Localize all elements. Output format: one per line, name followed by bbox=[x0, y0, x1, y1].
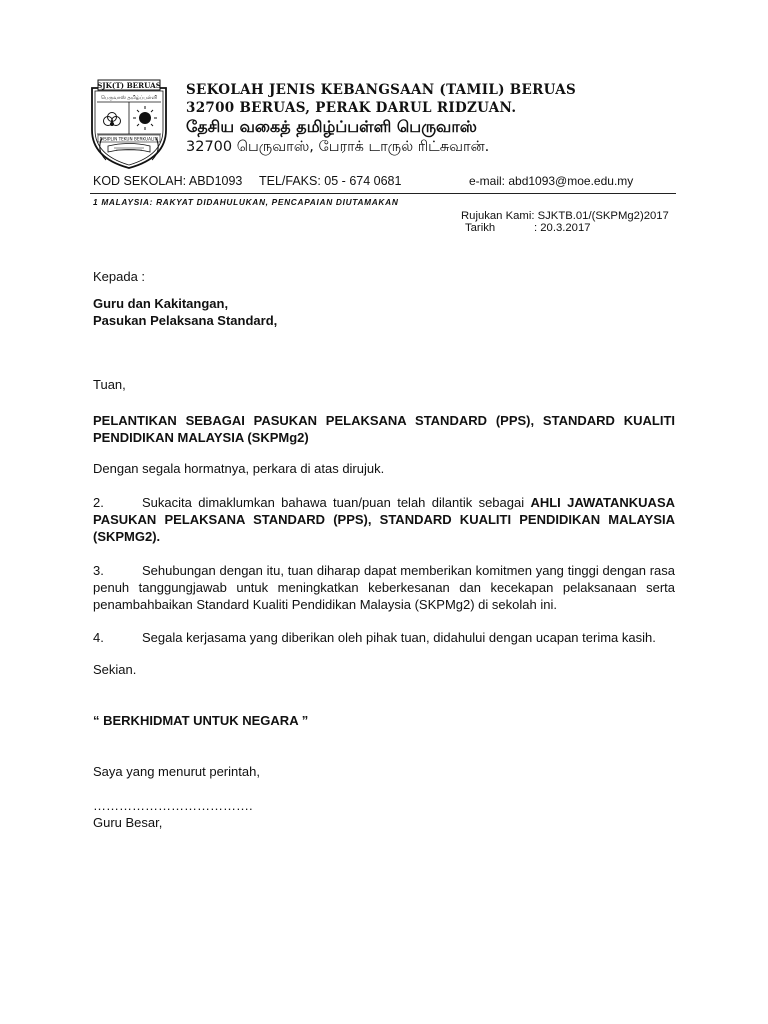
email-address: e-mail: abd1093@moe.edu.my bbox=[469, 174, 634, 188]
paragraph-4 bbox=[93, 629, 675, 646]
paragraph-4-text: Segala kerjasama yang diberikan oleh pihak tuan, didahului dengan ucapan terima kasih. bbox=[142, 630, 656, 645]
opening-line: Dengan segala hormatnya, perkara di atas dirujuk. bbox=[93, 461, 385, 476]
paragraph-2-text: Sukacita dimaklumkan bahawa tuan/puan telah dilantik sebagai bbox=[142, 495, 531, 510]
letter-subject: PELANTIKAN SEBAGAI PASUKAN PELAKSANA STANDARD (PPS), STANDARD KUALITI PENDIDIKAN MALAYSIA (SKPMg2) bbox=[93, 413, 675, 445]
recipient-line-2: Pasukan Pelaksana Standard, bbox=[93, 313, 278, 328]
date-value: : 20.3.2017 bbox=[534, 222, 591, 234]
sekian: Sekian. bbox=[93, 662, 137, 677]
paragraph-2 bbox=[93, 494, 675, 545]
recipient-line-1: Guru dan Kakitangan, bbox=[93, 296, 229, 311]
school-name: SEKOLAH JENIS KEBANGSAAN (TAMIL) BERUAS bbox=[186, 82, 577, 98]
national-motto: 1 MALAYSIA: RAKYAT DIDAHULUKAN, PENCAPAIAN DIUTAMAKAN bbox=[93, 197, 399, 207]
school-crest-icon bbox=[88, 78, 170, 170]
school-name-tamil: தேசிய வகைத் தமிழ்ப்பள்ளி பெருவாஸ் bbox=[186, 117, 477, 136]
signatory-title: Guru Besar, bbox=[93, 815, 163, 830]
paragraph-2-emphasis: AHLI JAWATANKUASA PASUKAN PELAKSANA STANDARD (PPS), STANDARD KUALITI PENDIDIKAN MALAYSIA (SKPMG2). bbox=[93, 495, 676, 544]
letterhead-divider bbox=[90, 193, 676, 194]
crest-tamil-name: பெருவாஸ் தமிழ்ப்பள்ளி bbox=[100, 95, 158, 101]
crest-name: SJK(T) BERUAS bbox=[97, 81, 161, 90]
paragraph-3-number: 3. bbox=[93, 563, 104, 578]
date-label: Tarikh bbox=[465, 222, 496, 234]
tel-fax: TEL/FAKS: 05 - 674 0681 bbox=[259, 174, 402, 188]
closing-phrase: Saya yang menurut perintah, bbox=[93, 764, 260, 779]
reference-number: Rujukan Kami: SJKTB.01/(SKPMg2)2017 bbox=[461, 210, 669, 222]
school-address: 32700 BERUAS, PERAK DARUL RIDZUAN. bbox=[186, 100, 517, 116]
slogan: “ BERKHIDMAT UNTUK NEGARA ” bbox=[93, 713, 309, 728]
school-address-tamil: 32700 பெருவாஸ், பேராக் டாருல் ரிட்சுவான். bbox=[186, 139, 490, 155]
signature-line: ………………………………. bbox=[93, 798, 253, 813]
recipient-kepada: Kepada : bbox=[93, 269, 146, 284]
paragraph-2-number: 2. bbox=[93, 495, 104, 510]
paragraph-3-text: Sehubungan dengan itu, tuan diharap dapat memberikan komitmen yang tinggi dengan rasa penuh tanggungjawab untuk meningkatkan keberkesanan dan kecekapan pelaksanaan serta penambahbaikan Standard Kualiti Pendidikan Malaysia (SKPMg2) di sekolah ini. bbox=[93, 563, 675, 612]
salutation: Tuan, bbox=[93, 377, 126, 392]
school-code: KOD SEKOLAH: ABD1093 bbox=[93, 174, 243, 188]
crest-motto: DISIPLIN TEKUN BERKUALITI bbox=[99, 136, 159, 142]
paragraph-4-number: 4. bbox=[93, 630, 104, 645]
paragraph-3 bbox=[93, 562, 675, 613]
